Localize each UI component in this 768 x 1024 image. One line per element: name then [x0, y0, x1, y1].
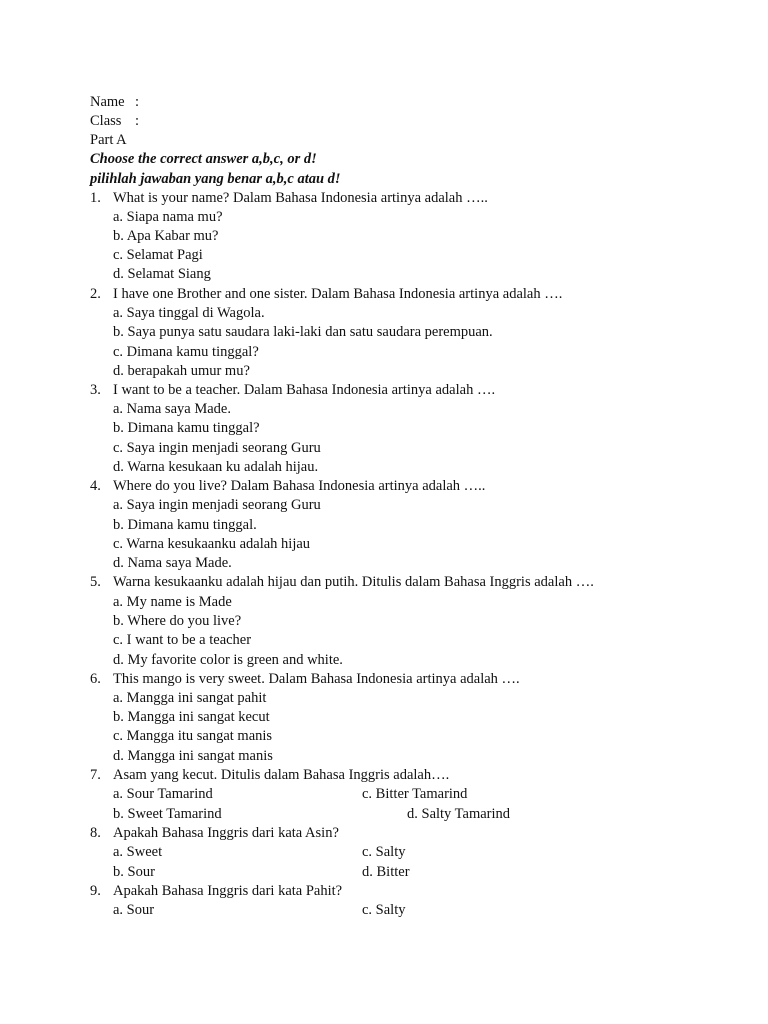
- question-number: 3.: [90, 382, 101, 398]
- question-2: [90, 285, 562, 304]
- option-8a: a. Sweet: [113, 844, 163, 860]
- name-colon: :: [135, 94, 140, 110]
- class-colon: :: [135, 113, 140, 129]
- question-text: What is your name? Dalam Bahasa Indonesia artinya adalah …..: [113, 190, 488, 206]
- option-4b: b. Dimana kamu tinggal.: [113, 517, 257, 533]
- option-2c: c. Dimana kamu tinggal?: [113, 344, 259, 360]
- option-4d: d. Nama saya Made.: [113, 555, 232, 571]
- option-6c: c. Mangga itu sangat manis: [113, 728, 273, 744]
- option-1d: d. Selamat Siang: [113, 266, 211, 282]
- option-5b: b. Where do you live?: [113, 613, 242, 629]
- option-6a: a. Mangga ini sangat pahit: [113, 690, 267, 706]
- class-field: [90, 112, 139, 131]
- class-label: Class: [90, 113, 122, 129]
- option-9c: c. Salty: [362, 902, 406, 918]
- question-7: [90, 766, 449, 785]
- question-9: [90, 882, 342, 901]
- question-number: 7.: [90, 767, 101, 783]
- question-1: [90, 189, 488, 208]
- question-number: 2.: [90, 286, 101, 302]
- option-2a: a. Saya tinggal di Wagola.: [113, 305, 265, 321]
- option-5d: d. My favorite color is green and white.: [113, 652, 343, 668]
- question-5: [90, 573, 594, 592]
- question-number: 6.: [90, 671, 101, 687]
- question-text: Where do you live? Dalam Bahasa Indonesia artinya adalah …..: [113, 478, 486, 494]
- question-number: 5.: [90, 574, 101, 590]
- option-9a: a. Sour: [113, 902, 155, 918]
- option-7a: a. Sour Tamarind: [113, 786, 213, 802]
- option-8c: c. Salty: [362, 844, 406, 860]
- option-7d: d. Salty Tamarind: [407, 806, 511, 822]
- question-text: I want to be a teacher. Dalam Bahasa Indonesia artinya adalah ….: [113, 382, 496, 398]
- question-number: 1.: [90, 190, 101, 206]
- option-3c: c. Saya ingin menjadi seorang Guru: [113, 440, 321, 456]
- option-7b: b. Sweet Tamarind: [113, 806, 222, 822]
- option-7c: c. Bitter Tamarind: [362, 786, 468, 802]
- question-number: 4.: [90, 478, 101, 494]
- option-2b: b. Saya punya satu saudara laki-laki dan satu saudara perempuan.: [113, 324, 493, 340]
- question-text: Asam yang kecut. Ditulis dalam Bahasa Inggris adalah….: [113, 767, 450, 783]
- question-text: Apakah Bahasa Inggris dari kata Asin?: [113, 825, 339, 841]
- question-text: Warna kesukaanku adalah hijau dan putih. Ditulis dalam Bahasa Inggris adalah ….: [113, 574, 594, 590]
- instruction-indonesian: pilihlah jawaban yang benar a,b,c atau d!: [90, 171, 341, 187]
- question-8: [90, 824, 339, 843]
- option-8d: d. Bitter: [362, 864, 410, 880]
- instruction-english: Choose the correct answer a,b,c, or d!: [90, 151, 317, 167]
- option-6b: b. Mangga ini sangat kecut: [113, 709, 270, 725]
- option-1c: c. Selamat Pagi: [113, 247, 203, 263]
- question-3: [90, 381, 495, 400]
- option-3d: d. Warna kesukaan ku adalah hijau.: [113, 459, 319, 475]
- question-text: This mango is very sweet. Dalam Bahasa Indonesia artinya adalah ….: [113, 671, 520, 687]
- option-5a: a. My name is Made: [113, 594, 232, 610]
- question-number: 9.: [90, 883, 101, 899]
- option-1a: a. Siapa nama mu?: [113, 209, 223, 225]
- question-4: [90, 477, 485, 496]
- name-field: [90, 93, 139, 112]
- option-2d: d. berapakah umur mu?: [113, 363, 250, 379]
- option-4a: a. Saya ingin menjadi seorang Guru: [113, 497, 321, 513]
- part-heading: Part A: [90, 132, 127, 148]
- name-label: Name: [90, 94, 125, 110]
- question-text: Apakah Bahasa Inggris dari kata Pahit?: [113, 883, 343, 899]
- question-number: 8.: [90, 825, 101, 841]
- option-3b: b. Dimana kamu tinggal?: [113, 420, 260, 436]
- option-5c: c. I want to be a teacher: [113, 632, 252, 648]
- option-4c: c. Warna kesukaanku adalah hijau: [113, 536, 311, 552]
- option-6d: d. Mangga ini sangat manis: [113, 748, 273, 764]
- option-8b: b. Sour: [113, 864, 155, 880]
- option-3a: a. Nama saya Made.: [113, 401, 231, 417]
- question-text: I have one Brother and one sister. Dalam Bahasa Indonesia artinya adalah ….: [113, 286, 563, 302]
- option-1b: b. Apa Kabar mu?: [113, 228, 219, 244]
- question-6: [90, 670, 520, 689]
